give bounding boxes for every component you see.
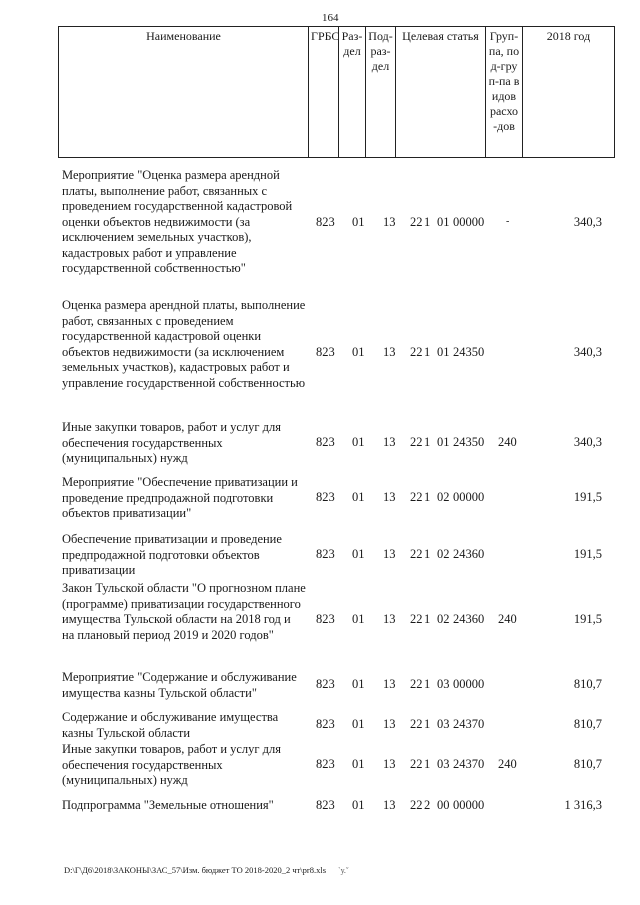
- row-cs-program: 22: [410, 677, 423, 691]
- row-cs-event: 03: [437, 717, 450, 731]
- row-name: Закон Тульской области "О прогнозном плане (программе) приватизации государственного имущества Тульской области на 2018 год и на плановый период 2019 и 2020 годов": [62, 581, 306, 642]
- header-razdel: Раз-дел: [339, 27, 366, 158]
- row-cs-subprogram: 1: [424, 677, 431, 691]
- row-cs-direction: 00000: [453, 490, 485, 504]
- row-cs-subprogram: 1: [424, 612, 431, 626]
- row-sum: 810,7: [573, 677, 602, 691]
- header-year: 2018 год: [523, 27, 615, 158]
- row-grbs: 823: [316, 345, 335, 359]
- row-cs-subprogram: 2: [424, 798, 431, 812]
- row-grbs: 823: [316, 435, 335, 449]
- row-podrazdel: 13: [383, 717, 396, 731]
- row-cs-direction: 24370: [453, 717, 485, 731]
- row-cs-direction: 00000: [453, 215, 485, 229]
- row-cs-subprogram: 1: [424, 490, 431, 504]
- row-cs-subprogram: 1: [424, 757, 431, 771]
- row-grbs: 823: [316, 677, 335, 691]
- row-grbs: 823: [316, 717, 335, 731]
- row-cs-event: 01: [437, 345, 450, 359]
- row-podrazdel: 13: [383, 677, 396, 691]
- row-podrazdel: 13: [383, 435, 396, 449]
- row-grbs: 823: [316, 798, 335, 812]
- row-cs-program: 22: [410, 435, 423, 449]
- row-cs-subprogram: 1: [424, 345, 431, 359]
- row-name: Мероприятие "Оценка размера арендной платы, выполнение работ, связанных с проведением государственной кадастровой оценки объектов недвижимости (за исключением земельных участков), кадастровых работ и управление государственной собственностью": [62, 168, 293, 275]
- row-cs-subprogram: 1: [424, 215, 431, 229]
- row-cs-direction: 00000: [453, 798, 485, 812]
- header-grbs: ГРБС: [309, 27, 339, 158]
- row-sum: 810,7: [573, 717, 602, 731]
- page-number: 164: [322, 12, 339, 24]
- header-podrazdel: Под-раз-дел: [366, 27, 396, 158]
- row-podrazdel: 13: [383, 345, 396, 359]
- row-razdel: 01: [352, 612, 365, 626]
- row-podrazdel: 13: [383, 798, 396, 812]
- row-grbs: 823: [316, 757, 335, 771]
- row-cs-subprogram: 1: [424, 435, 431, 449]
- footer-mark: `у.ˇ: [338, 866, 349, 875]
- row-razdel: 01: [352, 490, 365, 504]
- row-cs-program: 22: [410, 757, 423, 771]
- row-name: Обеспечение приватизации и проведение предпродажной подготовки объектов приватизации: [62, 532, 282, 577]
- row-name: Оценка размера арендной платы, выполнение работ, связанных с проведением государственной кадастровой оценки объектов недвижимости (за исключением земельных участков), кадастровых работ и управление государственной собственностью: [62, 298, 306, 390]
- row-vid: 240: [498, 757, 517, 771]
- row-razdel: 01: [352, 435, 365, 449]
- row-cs-direction: 24360: [453, 547, 485, 561]
- row-sum: 191,5: [573, 612, 602, 626]
- row-sum: 191,5: [573, 490, 602, 504]
- row-cs-program: 22: [410, 717, 423, 731]
- row-name: Мероприятие "Содержание и обслуживание имущества казны Тульской области": [62, 670, 297, 700]
- header-celevaya: Целевая статья: [396, 27, 486, 158]
- row-cs-program: 22: [410, 490, 423, 504]
- row-cs-program: 22: [410, 612, 423, 626]
- row-podrazdel: 13: [383, 215, 396, 229]
- row-sum: 191,5: [573, 547, 602, 561]
- row-cs-direction: 24350: [453, 345, 485, 359]
- row-cs-event: 01: [437, 435, 450, 449]
- row-cs-direction: 24360: [453, 612, 485, 626]
- table-header: [58, 26, 615, 158]
- row-razdel: 01: [352, 345, 365, 359]
- dash-mark: -: [506, 216, 510, 227]
- row-grbs: 823: [316, 215, 335, 229]
- row-podrazdel: 13: [383, 612, 396, 626]
- row-cs-program: 22: [410, 798, 423, 812]
- row-razdel: 01: [352, 215, 365, 229]
- row-name: Содержание и обслуживание имущества казны Тульской области: [62, 710, 279, 740]
- row-name: Иные закупки товаров, работ и услуг для обеспечения государственных (муниципальных) нужд: [62, 742, 282, 787]
- row-vid: 240: [498, 435, 517, 449]
- row-podrazdel: 13: [383, 547, 396, 561]
- header-vid: Груп-па, под-груп-па видов расхо-дов: [486, 27, 523, 158]
- row-podrazdel: 13: [383, 757, 396, 771]
- row-vid: 240: [498, 612, 517, 626]
- row-grbs: 823: [316, 612, 335, 626]
- footer-file-path: D:\Г\Д6\2018\ЗАКОНЫ\ЗАС_57\Изм. бюджет ТО 2018-2020_2 чт\pr8.xls: [64, 865, 327, 875]
- row-cs-event: 01: [437, 215, 450, 229]
- row-name: Иные закупки товаров, работ и услуг для обеспечения государственных (муниципальных) нужд: [62, 420, 282, 465]
- row-cs-direction: 24350: [453, 435, 485, 449]
- row-sum: 340,3: [573, 435, 602, 449]
- row-cs-event: 03: [437, 757, 450, 771]
- row-cs-program: 22: [410, 345, 423, 359]
- row-sum: 810,7: [573, 757, 602, 771]
- row-razdel: 01: [352, 717, 365, 731]
- row-cs-event: 02: [437, 490, 450, 504]
- row-cs-program: 22: [410, 547, 423, 561]
- row-razdel: 01: [352, 677, 365, 691]
- row-sum: 340,3: [573, 345, 602, 359]
- row-cs-program: 22: [410, 215, 423, 229]
- row-cs-event: 00: [437, 798, 450, 812]
- row-razdel: 01: [352, 547, 365, 561]
- row-cs-direction: 00000: [453, 677, 485, 691]
- row-cs-event: 02: [437, 612, 450, 626]
- row-razdel: 01: [352, 757, 365, 771]
- row-name: Подпрограмма "Земельные отношения": [62, 798, 274, 812]
- row-grbs: 823: [316, 547, 335, 561]
- row-cs-subprogram: 1: [424, 717, 431, 731]
- row-name: Мероприятие "Обеспечение приватизации и проведение предпродажной подготовки объектов приватизации": [62, 475, 298, 520]
- header-naimenovanie: Наименование: [59, 27, 309, 158]
- row-cs-subprogram: 1: [424, 547, 431, 561]
- row-razdel: 01: [352, 798, 365, 812]
- row-grbs: 823: [316, 490, 335, 504]
- row-sum: 1 316,3: [564, 798, 602, 812]
- row-cs-event: 03: [437, 677, 450, 691]
- row-sum: 340,3: [573, 215, 602, 229]
- row-podrazdel: 13: [383, 490, 396, 504]
- row-cs-event: 02: [437, 547, 450, 561]
- row-cs-direction: 24370: [453, 757, 485, 771]
